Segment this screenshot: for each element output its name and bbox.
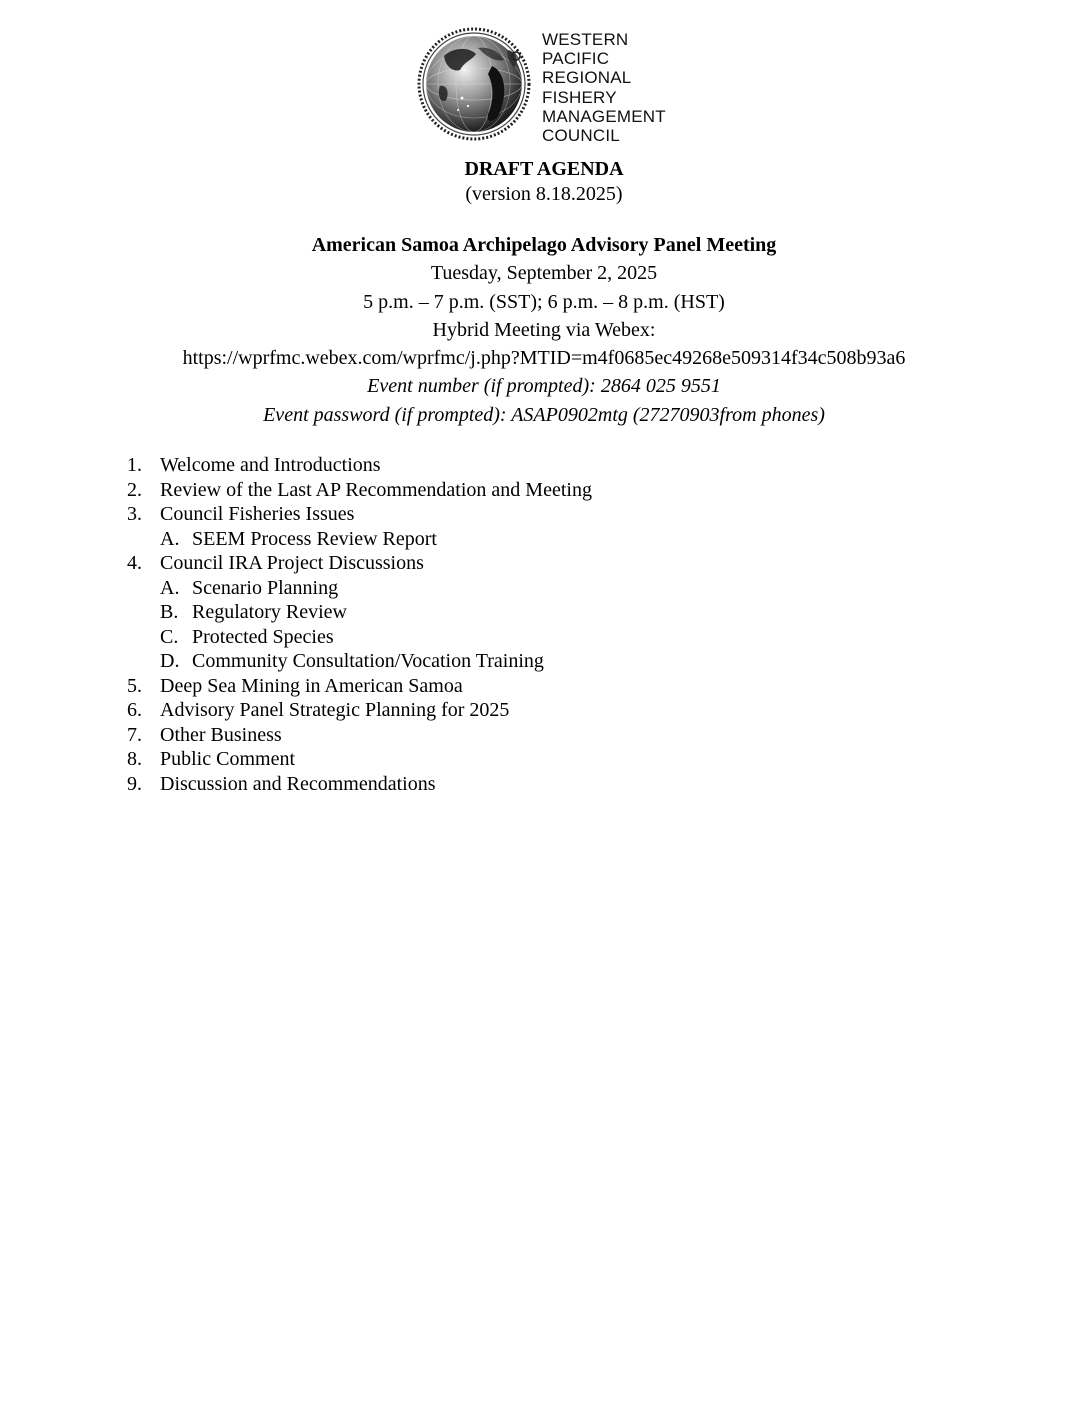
agenda-item-number: 3. xyxy=(127,503,142,525)
agenda-subitem-text: Regulatory Review xyxy=(192,601,347,623)
agenda-item-number: 2. xyxy=(127,478,142,501)
agenda-item-text: Council Fisheries Issues xyxy=(160,503,355,525)
agenda-subitem-text: Community Consultation/Vocation Training xyxy=(192,650,544,672)
agenda-subitem-text: SEEM Process Review Report xyxy=(192,527,437,550)
agenda-item-text: Advisory Panel Strategic Planning for 2025 xyxy=(160,699,510,721)
agenda-item-number: 7. xyxy=(127,723,142,746)
logo-line: FISHERY xyxy=(542,87,617,107)
logo-line: PACIFIC xyxy=(542,49,610,69)
agenda-item-text: Council IRA Project Discussions xyxy=(160,552,424,574)
agenda-item-number: 4. xyxy=(127,552,142,574)
meeting-date: Tuesday, September 2, 2025 xyxy=(430,262,658,285)
agenda-item-text: Other Business xyxy=(160,723,282,746)
agenda-subitem-text: Scenario Planning xyxy=(192,576,339,599)
agenda-item-number: 1. xyxy=(127,454,142,476)
meeting-info xyxy=(0,231,1088,429)
agenda-item-number: 5. xyxy=(127,674,142,697)
logo-line: MANAGEMENT xyxy=(542,106,666,126)
document-title: DRAFT AGENDA xyxy=(464,158,624,180)
agenda-subitem-letter: D. xyxy=(160,650,180,672)
webex-link[interactable]: https://wprfmc.webex.com/wprfmc/j.php?MTID=m4f0685ec49268e509314f34c508b93a6 xyxy=(182,347,906,370)
agenda-item-text: Welcome and Introductions xyxy=(160,454,381,476)
agenda-subitem-letter: C. xyxy=(160,625,179,648)
event-password: Event password (if prompted): ASAP0902mtg (27270903from phones) xyxy=(263,403,825,426)
agenda-item-text: Public Comment xyxy=(160,748,295,770)
agenda-item-text: Deep Sea Mining in American Samoa xyxy=(160,674,463,697)
meeting-time: 5 p.m. – 7 p.m. (SST); 6 p.m. – 8 p.m. (HST) xyxy=(363,290,725,313)
event-number: Event number (if prompted): 2864 025 9551 xyxy=(367,375,721,398)
agenda-subitem-text: Protected Species xyxy=(192,625,334,648)
meeting-title: American Samoa Archipelago Advisory Panel Meeting xyxy=(311,234,777,256)
agenda-item-text: Discussion and Recommendations xyxy=(160,772,436,795)
logo-line: WESTERN xyxy=(542,30,629,49)
agenda-item-text: Review of the Last AP Recommendation and Meeting xyxy=(160,478,592,501)
agenda-item-number: 6. xyxy=(127,699,142,721)
logo-line: REGIONAL xyxy=(542,68,632,88)
meeting-mode: Hybrid Meeting via Webex: xyxy=(432,318,656,341)
globe-emblem-icon xyxy=(416,26,536,144)
agenda-subitem-letter: A. xyxy=(160,527,180,550)
logo-line: COUNCIL xyxy=(542,126,620,146)
agenda-item-number: 9. xyxy=(127,772,142,795)
document-version: (version 8.18.2025) xyxy=(465,183,623,205)
agenda-subitem-letter: B. xyxy=(160,601,179,623)
agenda-item-number: 8. xyxy=(127,748,142,770)
council-name-text xyxy=(542,30,666,145)
council-logo xyxy=(416,26,676,146)
agenda-subitem-letter: A. xyxy=(160,576,180,599)
